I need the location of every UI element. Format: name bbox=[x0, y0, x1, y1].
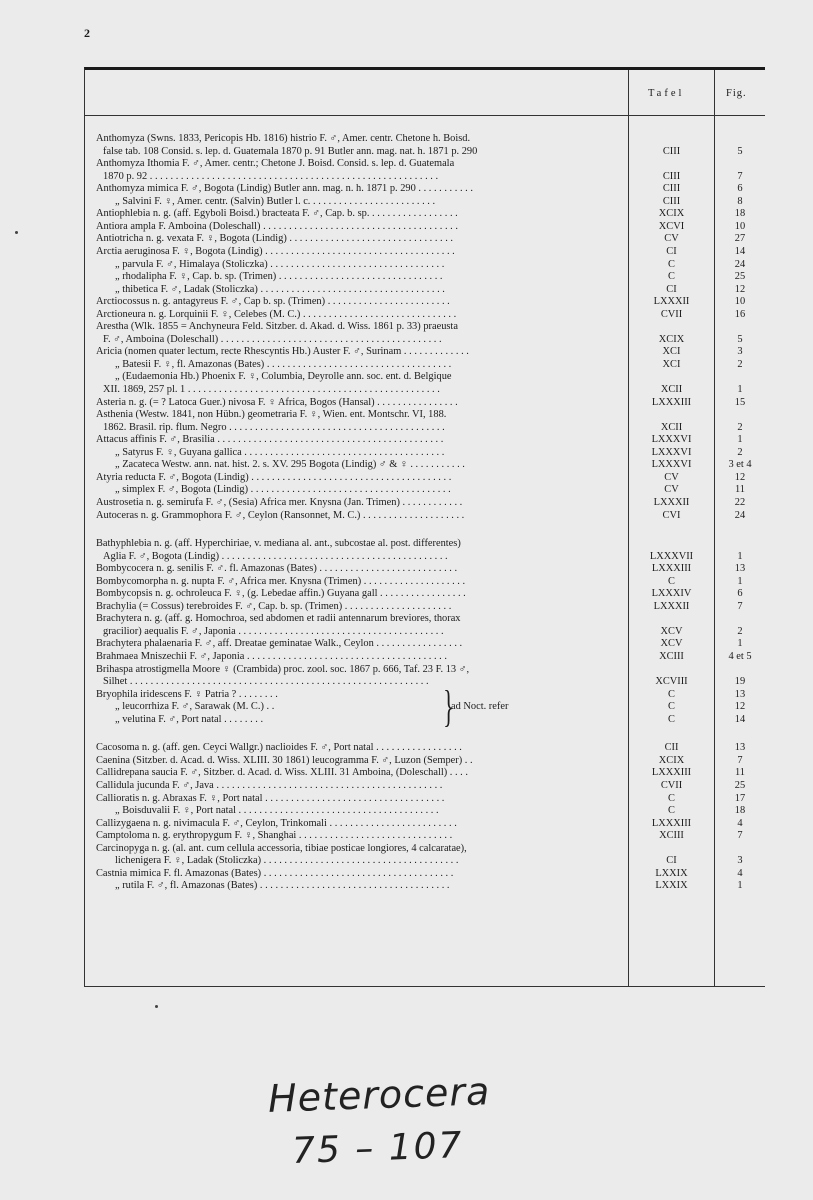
entry-tafel: C bbox=[668, 805, 675, 817]
entry-fig: 19 bbox=[734, 676, 746, 688]
entry-tafel: XCI bbox=[662, 358, 681, 370]
entry-text: Brachytera n. g. (aff. g. Homochroa, sed abdomen et radii antennarum breviores, thorax bbox=[96, 613, 461, 625]
handwritten-note-range: 75 – 107 bbox=[291, 1125, 465, 1172]
entry-text: „ thibetica F. ♂, Ladak (Stoliczka) . . . . . . . . . . . . . . . . . . . . . . . . . . . . . . . . . . . . bbox=[115, 283, 445, 295]
entry-text: Autoceras n. g. Grammophora F. ♂, Ceylon (Ransonnet, M. C.) . . . . . . . . . . . . . . . . . . . . bbox=[96, 509, 465, 521]
entry-tafel: XCII bbox=[660, 384, 683, 395]
entry-text: Anthomyza (Swns. 1833, Pericopis Hb. 1816) histrio F. ♂, Amer. centr. Chetone h. Boisd. bbox=[96, 133, 471, 144]
entry-fig: 5 bbox=[737, 333, 743, 345]
paper-speck bbox=[15, 231, 18, 234]
entry-tafel: CI bbox=[666, 283, 677, 295]
entry-fig: 11 bbox=[734, 484, 745, 496]
entry-fig: 2 bbox=[737, 446, 743, 458]
entry-tafel: LXXXII bbox=[653, 296, 690, 308]
entry-text: Carcinopyga n. g. (al. ant. cum cellula accessoria, tibiae posticae longiores, 4 calcaratae), bbox=[96, 842, 467, 854]
entry-text: Caenina (Sitzber. d. Acad. d. Wiss. XLIII. 30 1861) leucogramma F. ♂, Luzon (Semper) . . bbox=[96, 754, 473, 766]
entry-tafel: CVII bbox=[660, 308, 683, 320]
entry-tafel: CI bbox=[666, 245, 677, 257]
entry-tafel: XCII bbox=[660, 421, 683, 433]
entry-tafel: XCIX bbox=[658, 333, 685, 345]
entry-fig: 1 bbox=[737, 880, 743, 892]
entry-tafel: CIII bbox=[662, 145, 681, 157]
entry-text: Callizygaena n. g. nivimacula F. ♂, Ceylon, Trinkomali . . . . . . . . . . . . . . . . . . . . . . . . . bbox=[96, 817, 457, 829]
entry-fig: 10 bbox=[734, 220, 746, 232]
entry-tafel: C bbox=[668, 688, 675, 700]
entry-text: „ Batesii F. ♀, fl. Amazonas (Bates) . . . . . . . . . . . . . . . . . . . . . . . . . . . . . . . . . . . . bbox=[115, 358, 452, 370]
entry-tafel: C bbox=[668, 713, 675, 725]
entry-fig: 17 bbox=[734, 792, 746, 804]
entry-tafel: CIII bbox=[662, 170, 681, 182]
entry-tafel: C bbox=[668, 258, 675, 270]
entry-tafel: LXXXVI bbox=[651, 446, 692, 458]
entry-text: „ simplex F. ♂, Bogota (Lindig) . . . . . . . . . . . . . . . . . . . . . . . . . . . . . . . . . . . . . . . bbox=[115, 484, 451, 496]
entry-tafel: XCIX bbox=[658, 208, 685, 220]
entry-fig: 25 bbox=[734, 779, 746, 791]
entry-text: Attacus affinis F. ♂, Brasilia . . . . . . . . . . . . . . . . . . . . . . . . . . . . . . . . . . . . . . . . . . . . bbox=[96, 434, 444, 446]
entry-fig: 10 bbox=[734, 296, 746, 308]
entry-tafel: LXXXII bbox=[653, 496, 690, 508]
entry-tafel: CV bbox=[664, 233, 679, 245]
page-number: 2 bbox=[84, 26, 90, 40]
entry-fig: 18 bbox=[734, 208, 746, 220]
entry-tafel: XCIX bbox=[658, 754, 685, 766]
entry-tafel: XCVIII bbox=[655, 676, 688, 688]
entry-text: „ rutila F. ♂, fl. Amazonas (Bates) . . . . . . . . . . . . . . . . . . . . . . . . . . . . . . . . . . . . . bbox=[115, 880, 450, 892]
entry-text: Austrosetia n. g. semirufa F. ♂, (Sesia) Africa mer. Knysna (Jan. Trimen) . . . . . . . . . . . . bbox=[96, 496, 463, 508]
entry-text: Asteria n. g. (= ? Latoca Guer.) nivosa F. ♀ Africa, Bogos (Hansal) . . . . . . . . . . . . . . . . bbox=[96, 396, 458, 408]
entry-tafel: CVI bbox=[662, 509, 681, 521]
entry-fig: 24 bbox=[734, 509, 746, 521]
entry-fig: 12 bbox=[734, 471, 746, 483]
entry-text: XII. 1869, 257 pl. 1 . . . . . . . . . . . . . . . . . . . . . . . . . . . . . . . . . . . . . . . . . . . . . . . . . bbox=[103, 384, 440, 395]
entry-tafel: XCIII bbox=[659, 830, 684, 842]
entry-fig: 3 bbox=[737, 855, 743, 867]
entry-tafel: CV bbox=[664, 471, 679, 483]
entry-text: Bombycopsis n. g. ochroleuca F. ♀, (g. Lebedae affin.) Guyana gall . . . . . . . . . . . . . . . . . bbox=[96, 588, 466, 600]
entry-text: Anthomyza Ithomia F. ♂, Amer. centr.; Chetone J. Boisd. Consid. s. lep. d. Guatemala bbox=[96, 158, 455, 170]
entry-text: gracilior) aequalis F. ♂, Japonia . . . . . . . . . . . . . . . . . . . . . . . . . . . . . . . . . . . . . . . . bbox=[103, 625, 444, 637]
entry-tafel: LXXXVI bbox=[651, 459, 692, 471]
entry-tafel: CII bbox=[664, 742, 679, 754]
entry-text: lichenigera F. ♀, Ladak (Stoliczka) . . . . . . . . . . . . . . . . . . . . . . . . . . . . . . . . . . . . . . bbox=[115, 855, 459, 867]
entry-text: Cacosoma n. g. (aff. gen. Ceyci Wallgr.) naclioides F. ♂, Port natal . . . . . . . . . . . . . . . . . bbox=[96, 742, 462, 754]
entry-text: Antiophlebia n. g. (aff. Egyboli Boisd.) bracteata F. ♂, Cap. b. sp. . . . . . . . . . . . . . . . . . bbox=[96, 208, 458, 220]
entry-text: „ velutina F. ♂, Port natal . . . . . . . . bbox=[115, 713, 264, 725]
entry-fig: 13 bbox=[734, 563, 746, 575]
entry-fig: 22 bbox=[734, 496, 746, 508]
entry-text: „ Satyrus F. ♀, Guyana gallica . . . . . . . . . . . . . . . . . . . . . . . . . . . . . . . . . . . . . . . bbox=[115, 446, 445, 458]
entry-tafel: CIII bbox=[662, 195, 681, 207]
entry-text: Brachylia (= Cossus) terebroides F. ♂, Cap. b. sp. (Trimen) . . . . . . . . . . . . . . . . . . . . . bbox=[96, 600, 452, 612]
entry-tafel: C bbox=[668, 271, 675, 283]
entry-fig: 7 bbox=[737, 600, 743, 612]
entry-tafel: LXXXVII bbox=[649, 550, 694, 562]
entry-fig: 7 bbox=[737, 830, 743, 842]
entry-text: Silhet . . . . . . . . . . . . . . . . . . . . . . . . . . . . . . . . . . . . . . . . . . . . . . . . . . . . . . . . . . bbox=[103, 676, 429, 688]
entry-text: Asthenia (Westw. 1841, non Hübn.) geometraria F. ♀, Wien. ent. Montschr. VI, 188. bbox=[96, 409, 447, 421]
entry-text: Brahmaea Mniszechii F. ♂, Japonia . . . . . . . . . . . . . . . . . . . . . . . . . . . . . . . . . . . . . . . bbox=[96, 651, 447, 662]
entry-tafel: LXXIX bbox=[655, 867, 688, 879]
entry-tafel: XCVI bbox=[658, 220, 685, 232]
entry-tafel: CI bbox=[666, 855, 677, 867]
entry-text: Antiora ampla F. Amboina (Doleschall) . . . . . . . . . . . . . . . . . . . . . . . . . . . . . . . . . . . . . . bbox=[96, 220, 458, 232]
entry-fig: 7 bbox=[737, 170, 743, 182]
entry-tafel: XCV bbox=[660, 625, 683, 637]
entry-fig: 14 bbox=[734, 245, 746, 257]
entry-tafel: LXXXII bbox=[653, 600, 690, 612]
entry-tafel: LXXXIII bbox=[651, 767, 692, 779]
entry-fig: 8 bbox=[737, 195, 743, 207]
entry-text: Bryophila iridescens F. ♀ Patria ? . . . . . . . . bbox=[96, 688, 278, 700]
entry-text: Arctia aeruginosa F. ♀, Bogota (Lindig) . . . . . . . . . . . . . . . . . . . . . . . . . . . . . . . . . . . . . bbox=[96, 245, 455, 257]
fig-column-header: Fig. bbox=[726, 88, 747, 99]
entry-tafel: LXXIX bbox=[655, 880, 688, 892]
handwritten-note-title: Heterocera bbox=[267, 1069, 491, 1121]
entry-tafel: LXXXVI bbox=[651, 434, 692, 446]
entry-fig: 15 bbox=[734, 396, 746, 408]
entry-fig: 11 bbox=[734, 767, 745, 779]
brace-note: ad Noct. refer bbox=[451, 701, 509, 713]
entry-tafel: CIII bbox=[662, 183, 681, 195]
entry-text: „ Salvini F. ♀, Amer. centr. (Salvin) Butler l. c. . . . . . . . . . . . . . . . . . . . . . . . . bbox=[115, 195, 436, 207]
tafel-column-header: Tafel bbox=[648, 88, 685, 99]
entry-fig: 2 bbox=[737, 421, 743, 433]
entry-fig: 25 bbox=[734, 271, 746, 283]
entry-text: Arestha (Wlk. 1855 = Anchyneura Feld. Sitzber. d. Akad. d. Wiss. 1861 p. 33) praeusta bbox=[96, 321, 458, 333]
entry-fig: 24 bbox=[734, 258, 746, 270]
entry-fig: 1 bbox=[737, 384, 743, 395]
entry-fig: 16 bbox=[734, 308, 746, 320]
entry-text: „ Boisduvalii F. ♀, Port natal . . . . . . . . . . . . . . . . . . . . . . . . . . . . . . . . . . . . . . . bbox=[115, 805, 439, 817]
header-rule bbox=[85, 115, 765, 116]
entry-tafel: CVII bbox=[660, 779, 683, 791]
entry-tafel: C bbox=[668, 701, 675, 713]
entry-fig: 1 bbox=[737, 575, 743, 587]
entry-text: Atyria reducta F. ♂, Bogota (Lindig) . . . . . . . . . . . . . . . . . . . . . . . . . . . . . . . . . . . . . . . bbox=[96, 471, 452, 483]
entry-fig: 2 bbox=[737, 625, 743, 637]
index-table bbox=[84, 67, 765, 987]
entry-text: Bathyphlebia n. g. (aff. Hyperchiriae, v. mediana al. ant., subcostae al. post. differentes) bbox=[96, 538, 461, 550]
entry-text: Brihaspa atrostigmella Moore ♀ (Crambida) proc. zool. soc. 1867 p. 666, Taf. 23 F. 13 ♂, bbox=[96, 663, 470, 675]
entry-fig: 1 bbox=[737, 434, 743, 446]
entry-text: „ (Eudaemonia Hb.) Phoenix F. ♀, Columbia, Deyrolle ann. soc. ent. d. Belgique bbox=[115, 371, 452, 383]
entry-text: Callioratis n. g. Abraxas F. ♀, Port natal . . . . . . . . . . . . . . . . . . . . . . . . . . . . . . . . . . . bbox=[96, 792, 445, 804]
entry-text: „ Zacateca Westw. ann. nat. hist. 2. s. XV. 295 Bogota (Lindig) ♂ & ♀ . . . . . . . . . . . bbox=[115, 459, 465, 471]
paper-speck bbox=[155, 1005, 158, 1008]
entry-tafel: CV bbox=[664, 484, 679, 496]
entry-text: Arctioneura n. g. Lorquinii F. ♀, Celebes (M. C.) . . . . . . . . . . . . . . . . . . . . . . . . . . . . . . bbox=[96, 308, 457, 320]
entry-text: „ parvula F. ♂, Himalaya (Stoliczka) . . . . . . . . . . . . . . . . . . . . . . . . . . . . . . . . . . bbox=[115, 258, 445, 270]
entry-fig: 4 bbox=[737, 867, 743, 879]
entry-tafel: C bbox=[668, 575, 675, 587]
entry-text: Castnia mimica F. fl. Amazonas (Bates) . . . . . . . . . . . . . . . . . . . . . . . . . . . . . . . . . . . . . bbox=[96, 867, 454, 879]
entry-text: Aricia (nomen quater lectum, recte Rhescyntis Hb.) Auster F. ♂, Surinam . . . . . . . . . . . . . bbox=[96, 346, 469, 358]
entry-text: „ leucorrhiza F. ♂, Sarawak (M. C.) . . bbox=[115, 701, 275, 713]
entry-tafel: LXXXIII bbox=[651, 396, 692, 408]
entry-text: Antiotricha n. g. vexata F. ♀, Bogota (Lindig) . . . . . . . . . . . . . . . . . . . . . . . . . . . . . . . . bbox=[96, 233, 454, 245]
entry-tafel: LXXXIII bbox=[651, 817, 692, 829]
entry-fig: 14 bbox=[734, 713, 746, 725]
entry-fig: 6 bbox=[737, 183, 743, 195]
entry-text: Camptoloma n. g. erythropygum F. ♀, Shanghai . . . . . . . . . . . . . . . . . . . . . . . . . . . . . . bbox=[96, 830, 453, 842]
entry-text: Arctiocossus n. g. antagyreus F. ♂, Cap b. sp. (Trimen) . . . . . . . . . . . . . . . . . . . . . . . . bbox=[96, 296, 450, 308]
entry-fig: 5 bbox=[737, 145, 743, 157]
entry-fig: 6 bbox=[737, 588, 743, 600]
entry-text: Brachytera phalaenaria F. ♂, aff. Dreatae geminatae Walk., Ceylon . . . . . . . . . . . . . . . . . bbox=[96, 638, 463, 650]
entry-fig: 3 et 4 bbox=[728, 459, 752, 471]
entry-text: Anthomyza mimica F. ♂, Bogota (Lindig) Butler ann. mag. n. h. 1871 p. 290 . . . . . . . . . . . bbox=[96, 183, 473, 195]
entry-text: Aglia F. ♂, Bogota (Lindig) . . . . . . . . . . . . . . . . . . . . . . . . . . . . . . . . . . . . . . . . . . . . bbox=[103, 550, 448, 562]
entry-text: „ rhodalipha F. ♀, Cap. b. sp. (Trimen) . . . . . . . . . . . . . . . . . . . . . . . . . . . . . . . . bbox=[115, 271, 443, 283]
entry-text: Callidula jucunda F. ♂, Java . . . . . . . . . . . . . . . . . . . . . . . . . . . . . . . . . . . . . . . . . . . . bbox=[96, 779, 443, 791]
entry-fig: 3 bbox=[737, 346, 743, 358]
entry-fig: 27 bbox=[734, 233, 746, 245]
entry-fig: 12 bbox=[734, 701, 746, 713]
entry-tafel: XCIII bbox=[659, 651, 684, 662]
entry-fig: 2 bbox=[737, 358, 743, 370]
grouping-brace: } bbox=[443, 681, 454, 731]
entry-tafel: LXXXIV bbox=[651, 588, 692, 600]
entry-text: 1862. Brasil. rip. flum. Negro . . . . . . . . . . . . . . . . . . . . . . . . . . . . . . . . . . . . . . . . . . bbox=[103, 421, 445, 433]
entry-text: Bombycomorpha n. g. nupta F. ♂, Africa mer. Knysna (Trimen) . . . . . . . . . . . . . . . . . . . . bbox=[96, 575, 466, 587]
entry-tafel: LXXXIII bbox=[651, 563, 692, 575]
entry-text: Bombycocera n. g. senilis F. ♂. fl. Amazonas (Bates) . . . . . . . . . . . . . . . . . . . . . . . . . . . bbox=[96, 563, 458, 575]
entry-text: F. ♂, Amboina (Doleschall) . . . . . . . . . . . . . . . . . . . . . . . . . . . . . . . . . . . . . . . . . . . bbox=[103, 333, 442, 345]
entry-text: 1870 p. 92 . . . . . . . . . . . . . . . . . . . . . . . . . . . . . . . . . . . . . . . . . . . . . . . . . . . . . . . . bbox=[103, 170, 439, 182]
entry-fig: 13 bbox=[734, 742, 746, 754]
entry-tafel: XCI bbox=[662, 346, 681, 358]
entry-fig: 18 bbox=[734, 805, 746, 817]
entry-fig: 4 bbox=[737, 817, 743, 829]
entry-fig: 4 et 5 bbox=[728, 651, 752, 662]
entry-fig: 1 bbox=[737, 550, 743, 562]
entry-tafel: C bbox=[668, 792, 675, 804]
entry-fig: 1 bbox=[737, 638, 743, 650]
entry-fig: 12 bbox=[734, 283, 746, 295]
entry-fig: 13 bbox=[734, 688, 746, 700]
entry-fig: 7 bbox=[737, 754, 743, 766]
entry-text: false tab. 108 Consid. s. lep. d. Guatemala 1870 p. 91 Butler ann. mag. nat. h. 1871 p. 290 bbox=[103, 145, 478, 157]
entry-tafel: XCV bbox=[660, 638, 683, 650]
entry-text: Callidrepana saucia F. ♂, Sitzber. d. Acad. d. Wiss. XLIII. 31 Amboina, (Doleschall) . . . . bbox=[96, 767, 468, 779]
